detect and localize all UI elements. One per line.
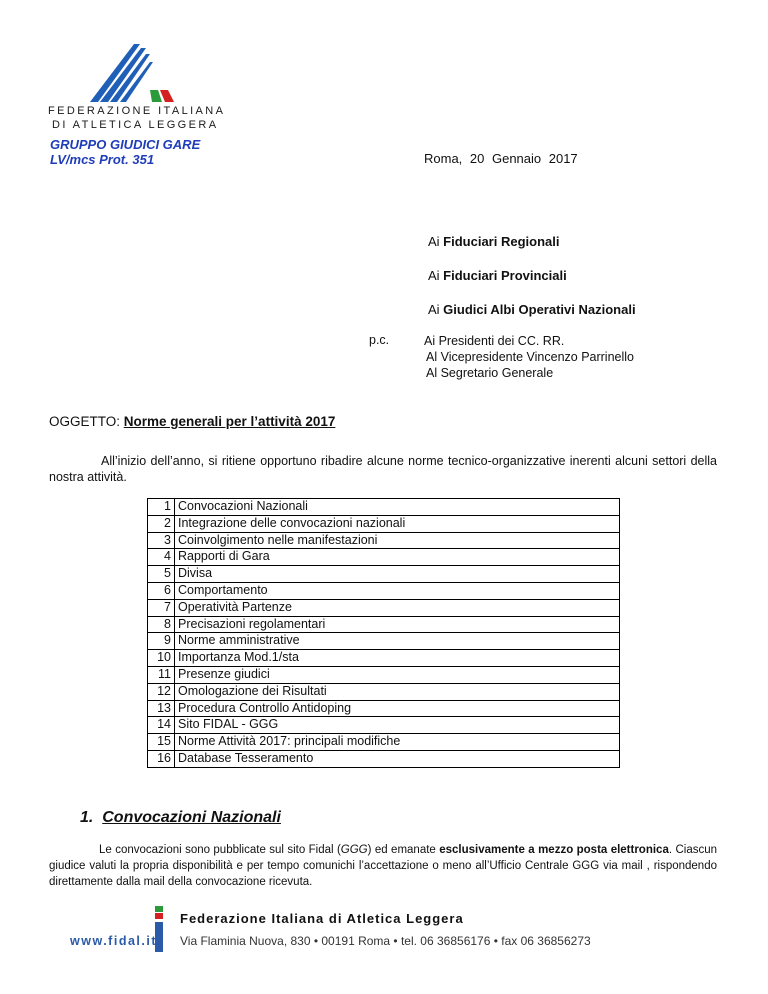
toc-row [148,566,620,583]
cc-line: Ai Presidenti dei CC. RR. [424,334,565,348]
toc-row [148,599,620,616]
toc-row [148,499,620,516]
toc-number: 8 [148,616,175,633]
federation-name [48,104,225,132]
toc-number: 4 [148,549,175,566]
toc-row [148,616,620,633]
cc-line: Al Vicepresidente Vincenzo Parrinello [426,350,634,364]
toc-title: Procedura Controllo Antidoping [175,700,620,717]
footer-federation: Federazione Italiana di Atletica Leggera [180,911,464,926]
toc-title: Presenze giudici [175,666,620,683]
toc-number: 2 [148,515,175,532]
toc-number: 10 [148,650,175,667]
toc-number: 1 [148,499,175,516]
letter-date: Roma, 20 Gennaio 2017 [424,151,578,166]
toc-number: 15 [148,734,175,751]
toc-title: Importanza Mod.1/sta [175,650,620,667]
cc-list [424,333,634,381]
section-1-text: Le convocazioni sono pubblicate sul sito Fidal (GGG) ed emanate esclusivamente a mezzo posta elettronica. Ciascun giudice valuti la propria disponibilità e per tempo comunichi l’accettazione o meno all’Ufficio Centrale GGG via mail , rispondendo direttamente dalla mail della convocazione ricevuta. [49,844,718,888]
toc-row [148,532,620,549]
protocol-number: LV/mcs Prot. 351 [50,152,155,167]
toc-number: 5 [148,566,175,583]
toc-number: 11 [148,666,175,683]
cc-line: Al Segretario Generale [426,366,554,380]
toc-title: Norme amministrative [175,633,620,650]
footer-address: Via Flaminia Nuova, 830 • 00191 Roma • tel. 06 36856176 • fax 06 36856273 [180,934,591,948]
toc-number: 14 [148,717,175,734]
group-name: GRUPPO GIUDICI GARE [50,137,201,152]
recipient-2: Ai Fiduciari Provinciali [428,268,567,283]
toc-title: Sito FIDAL - GGG [175,717,620,734]
contents-table [147,498,620,768]
toc-title: Precisazioni regolamentari [175,616,620,633]
toc-row [148,549,620,566]
recipient-1: Ai Fiduciari Regionali [428,234,560,249]
group-header [50,137,200,167]
toc-number: 12 [148,683,175,700]
toc-number: 13 [148,700,175,717]
intro-paragraph: All’inizio dell’anno, si ritiene opportuno ribadire alcune norme tecnico-organizzative inerenti alcuni settori della nostra attività. [49,454,717,484]
recipient-3: Ai Giudici Albi Operativi Nazionali [428,302,636,317]
toc-title: Rapporti di Gara [175,549,620,566]
federation-line1: FEDERAZIONE ITALIANA [48,105,226,117]
toc-title: Divisa [175,566,620,583]
toc-row [148,683,620,700]
section-1-title: 1. Convocazioni Nazionali [80,809,281,826]
cc-label: p.c. [369,333,390,347]
toc-title: Integrazione delle convocazioni nazionali [175,515,620,532]
federation-line2: DI ATLETICA LEGGERA [52,119,219,131]
toc-title: Operatività Partenze [175,599,620,616]
toc-title: Coinvolgimento nelle manifestazioni [175,532,620,549]
fidal-logo [88,40,178,102]
toc-title: Omologazione dei Risultati [175,683,620,700]
toc-row [148,515,620,532]
toc-number: 9 [148,633,175,650]
toc-row [148,666,620,683]
toc-number: 16 [148,750,175,767]
toc-number: 7 [148,599,175,616]
toc-title: Comportamento [175,582,620,599]
toc-row [148,734,620,751]
toc-row [148,650,620,667]
toc-row [148,633,620,650]
footer-website-link[interactable]: www.fidal.it [70,934,157,948]
subject-line: OGGETTO: Norme generali per l’attività 2017 [49,414,336,429]
toc-title: Norme Attività 2017: principali modifiche [175,734,620,751]
toc-number: 6 [148,582,175,599]
toc-row [148,750,620,767]
toc-title: Convocazioni Nazionali [175,499,620,516]
toc-row [148,700,620,717]
toc-row [148,717,620,734]
toc-title: Database Tesseramento [175,750,620,767]
toc-number: 3 [148,532,175,549]
toc-row [148,582,620,599]
